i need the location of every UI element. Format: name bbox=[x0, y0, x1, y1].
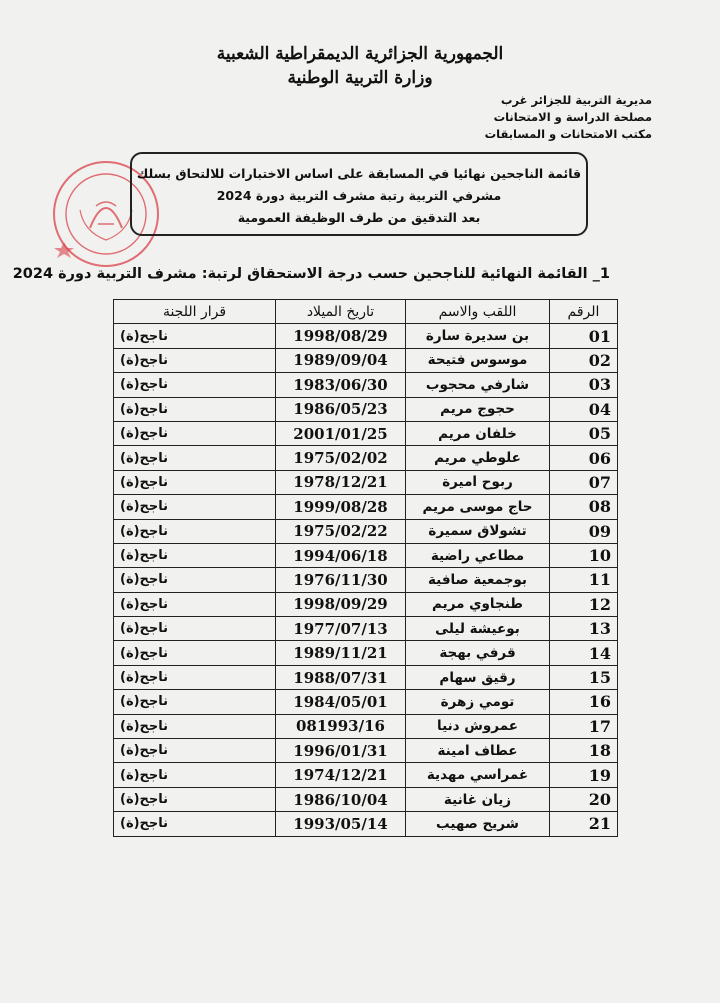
row-number: 13 bbox=[550, 617, 618, 641]
table-row bbox=[114, 665, 618, 689]
ministry-heading: وزارة التربية الوطنية bbox=[287, 68, 433, 88]
row-number: 21 bbox=[550, 812, 618, 836]
row-decision: ناجح(ة) bbox=[114, 714, 276, 738]
row-name: بوعيشة ليلى bbox=[406, 617, 550, 641]
row-birthdate: 1983/06/30 bbox=[276, 373, 406, 397]
row-number: 19 bbox=[550, 763, 618, 787]
row-birthdate: 1976/11/30 bbox=[276, 568, 406, 592]
row-number: 04 bbox=[550, 397, 618, 421]
row-number: 20 bbox=[550, 787, 618, 811]
table-row bbox=[114, 592, 618, 616]
row-number: 18 bbox=[550, 739, 618, 763]
row-number: 15 bbox=[550, 665, 618, 689]
row-birthdate: 1989/11/21 bbox=[276, 641, 406, 665]
service-line: مصلحة الدراسة و الامتحانات bbox=[493, 110, 652, 124]
row-name: ربوح اميرة bbox=[406, 470, 550, 494]
title-line-1: قائمة الناجحين نهائيا في المسابقة على اساس الاختبارات للالتحاق بسلك bbox=[136, 166, 582, 181]
row-name: شارفي محجوب bbox=[406, 373, 550, 397]
row-decision: ناجح(ة) bbox=[114, 665, 276, 689]
title-line-2: مشرفي التربية رتبة مشرف التربية دورة 2024 bbox=[216, 188, 502, 203]
title-box bbox=[130, 152, 588, 236]
row-birthdate: 1984/05/01 bbox=[276, 690, 406, 714]
row-number: 03 bbox=[550, 373, 618, 397]
row-number: 12 bbox=[550, 592, 618, 616]
row-name: زيان غانية bbox=[406, 787, 550, 811]
row-number: 14 bbox=[550, 641, 618, 665]
row-decision: ناجح(ة) bbox=[114, 763, 276, 787]
table-row bbox=[114, 763, 618, 787]
row-name: شريح صهيب bbox=[406, 812, 550, 836]
row-birthdate: 1994/06/18 bbox=[276, 543, 406, 567]
row-number: 06 bbox=[550, 446, 618, 470]
list-subtitle: 1_ القائمة النهائية للناجحين حسب درجة الاستحقاق لرتبة: مشرف التربية دورة 2024 bbox=[12, 266, 610, 282]
row-decision: ناجح(ة) bbox=[114, 421, 276, 445]
row-birthdate: 1999/08/28 bbox=[276, 495, 406, 519]
table-row bbox=[114, 812, 618, 836]
table-row bbox=[114, 617, 618, 641]
table-header-row bbox=[114, 300, 618, 324]
header-name: اللقب والاسم bbox=[406, 300, 550, 324]
row-name: طنجاوي مريم bbox=[406, 592, 550, 616]
table-row bbox=[114, 568, 618, 592]
row-decision: ناجح(ة) bbox=[114, 617, 276, 641]
administration-block bbox=[452, 92, 652, 143]
row-name: بن سديرة سارة bbox=[406, 324, 550, 348]
row-birthdate: 1989/09/04 bbox=[276, 348, 406, 372]
row-birthdate: 1988/07/31 bbox=[276, 665, 406, 689]
results-table bbox=[113, 299, 618, 837]
row-decision: ناجح(ة) bbox=[114, 812, 276, 836]
row-decision: ناجح(ة) bbox=[114, 787, 276, 811]
row-name: رقيق سهام bbox=[406, 665, 550, 689]
row-birthdate: 1974/12/21 bbox=[276, 763, 406, 787]
row-name: تومي زهرة bbox=[406, 690, 550, 714]
row-number: 17 bbox=[550, 714, 618, 738]
table-row bbox=[114, 446, 618, 470]
row-birthdate: 1998/08/29 bbox=[276, 324, 406, 348]
row-number: 07 bbox=[550, 470, 618, 494]
directorate-line: مديرية التربية للجزائر غرب bbox=[500, 93, 652, 107]
row-birthdate: 2001/01/25 bbox=[276, 421, 406, 445]
table-row bbox=[114, 714, 618, 738]
row-name: حاج موسى مريم bbox=[406, 495, 550, 519]
table-row bbox=[114, 641, 618, 665]
row-decision: ناجح(ة) bbox=[114, 592, 276, 616]
row-decision: ناجح(ة) bbox=[114, 519, 276, 543]
row-name: مطاعي راضية bbox=[406, 543, 550, 567]
row-birthdate: 081993/16 bbox=[276, 714, 406, 738]
row-birthdate: 1977/07/13 bbox=[276, 617, 406, 641]
table-row bbox=[114, 739, 618, 763]
row-number: 05 bbox=[550, 421, 618, 445]
table-row bbox=[114, 421, 618, 445]
header-decision: قرار اللجنة bbox=[114, 300, 276, 324]
table-row bbox=[114, 787, 618, 811]
row-number: 16 bbox=[550, 690, 618, 714]
row-decision: ناجح(ة) bbox=[114, 495, 276, 519]
row-number: 09 bbox=[550, 519, 618, 543]
row-decision: ناجح(ة) bbox=[114, 690, 276, 714]
row-decision: ناجح(ة) bbox=[114, 373, 276, 397]
row-number: 11 bbox=[550, 568, 618, 592]
row-name: غمراسي مهدية bbox=[406, 763, 550, 787]
header-dob: تاريخ الميلاد bbox=[276, 300, 406, 324]
title-line-3: بعد التدقيق من طرف الوظيفة العمومية bbox=[237, 210, 481, 225]
table-row bbox=[114, 397, 618, 421]
row-birthdate: 1993/05/14 bbox=[276, 812, 406, 836]
row-name: تشولاق سميرة bbox=[406, 519, 550, 543]
row-name: بوجمعية صافية bbox=[406, 568, 550, 592]
header-num: الرقم bbox=[550, 300, 618, 324]
row-decision: ناجح(ة) bbox=[114, 543, 276, 567]
table-row bbox=[114, 373, 618, 397]
row-birthdate: 1996/01/31 bbox=[276, 739, 406, 763]
row-decision: ناجح(ة) bbox=[114, 739, 276, 763]
row-decision: ناجح(ة) bbox=[114, 324, 276, 348]
table-row bbox=[114, 543, 618, 567]
row-name: عمروش دنيا bbox=[406, 714, 550, 738]
row-decision: ناجح(ة) bbox=[114, 348, 276, 372]
table-row bbox=[114, 519, 618, 543]
row-decision: ناجح(ة) bbox=[114, 470, 276, 494]
row-number: 08 bbox=[550, 495, 618, 519]
row-number: 02 bbox=[550, 348, 618, 372]
row-name: حجوج مريم bbox=[406, 397, 550, 421]
table-row bbox=[114, 324, 618, 348]
row-decision: ناجح(ة) bbox=[114, 641, 276, 665]
row-name: علوطي مريم bbox=[406, 446, 550, 470]
table-row bbox=[114, 348, 618, 372]
row-name: قرفي بهجة bbox=[406, 641, 550, 665]
office-line: مكتب الامتحانات و المسابقات bbox=[484, 127, 652, 141]
row-decision: ناجح(ة) bbox=[114, 446, 276, 470]
row-name: عطاف امينة bbox=[406, 739, 550, 763]
row-birthdate: 1975/02/02 bbox=[276, 446, 406, 470]
row-number: 10 bbox=[550, 543, 618, 567]
row-decision: ناجح(ة) bbox=[114, 568, 276, 592]
row-birthdate: 1975/02/22 bbox=[276, 519, 406, 543]
row-birthdate: 1978/12/21 bbox=[276, 470, 406, 494]
row-birthdate: 1986/10/04 bbox=[276, 787, 406, 811]
row-number: 01 bbox=[550, 324, 618, 348]
row-name: خلفان مريم bbox=[406, 421, 550, 445]
table-row bbox=[114, 690, 618, 714]
table-row bbox=[114, 495, 618, 519]
table-row bbox=[114, 470, 618, 494]
row-name: موسوس فتيحة bbox=[406, 348, 550, 372]
row-birthdate: 1986/05/23 bbox=[276, 397, 406, 421]
row-birthdate: 1998/09/29 bbox=[276, 592, 406, 616]
republic-heading: الجمهورية الجزائرية الديمقراطية الشعبية bbox=[216, 44, 504, 64]
row-decision: ناجح(ة) bbox=[114, 397, 276, 421]
